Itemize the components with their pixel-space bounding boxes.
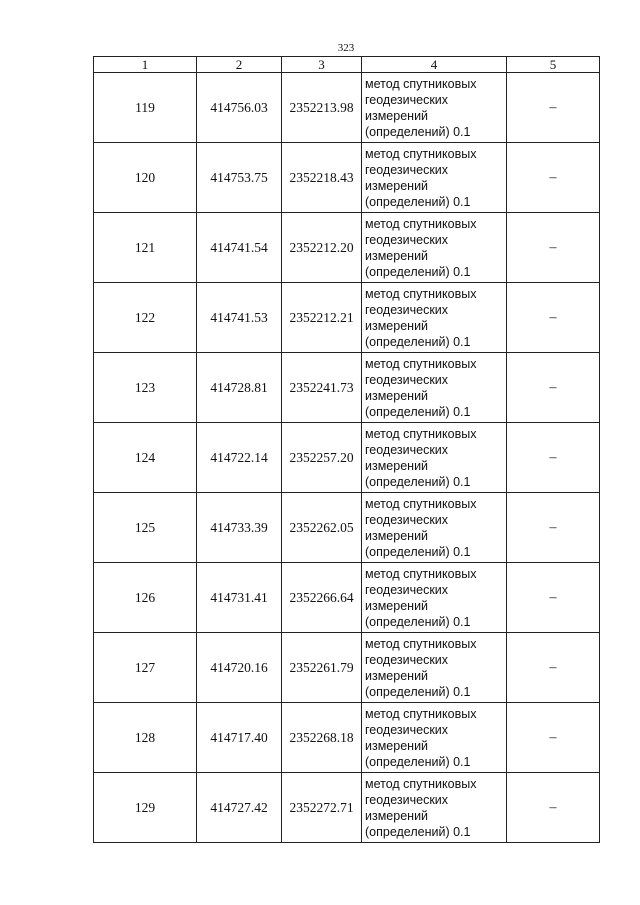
note-cell: – xyxy=(507,773,600,843)
column-header-4: 4 xyxy=(362,57,507,73)
note-cell: – xyxy=(507,353,600,423)
y-coordinate-cell: 2352266.64 xyxy=(282,563,362,633)
method-cell xyxy=(362,143,507,213)
table-row xyxy=(94,703,600,773)
x-coordinate-cell: 414733.39 xyxy=(197,493,282,563)
table-header-row xyxy=(94,57,600,73)
method-text-line: (определений) 0.1 xyxy=(365,544,471,559)
method-text-line: измерений xyxy=(365,808,429,823)
method-text-line: измерений xyxy=(365,528,429,543)
column-header-5: 5 xyxy=(507,57,600,73)
method-text-line: измерений xyxy=(365,458,429,473)
method-text-line: геодезических xyxy=(365,232,449,247)
method-text-line: метод спутниковых xyxy=(365,706,477,721)
y-coordinate-cell: 2352261.79 xyxy=(282,633,362,703)
y-coordinate-cell: 2352272.71 xyxy=(282,773,362,843)
method-text-line: (определений) 0.1 xyxy=(365,194,471,209)
x-coordinate-cell: 414741.54 xyxy=(197,213,282,283)
column-header-2: 2 xyxy=(197,57,282,73)
method-cell xyxy=(362,703,507,773)
method-text-line: метод спутниковых xyxy=(365,216,477,231)
method-cell xyxy=(362,73,507,143)
method-text-line: геодезических xyxy=(365,442,449,457)
point-number-cell: 124 xyxy=(94,423,197,493)
method-text-line: геодезических xyxy=(365,652,449,667)
table-body xyxy=(94,57,600,843)
method-text-line: измерений xyxy=(365,598,429,613)
y-coordinate-cell: 2352213.98 xyxy=(282,73,362,143)
method-text-line: измерений xyxy=(365,248,429,263)
method-cell xyxy=(362,353,507,423)
method-text-line: (определений) 0.1 xyxy=(365,404,471,419)
method-text-line: метод спутниковых xyxy=(365,286,477,301)
method-text-line: геодезических xyxy=(365,302,449,317)
method-text-line: (определений) 0.1 xyxy=(365,334,471,349)
column-header-3: 3 xyxy=(282,57,362,73)
point-number-cell: 126 xyxy=(94,563,197,633)
method-text-line: геодезических xyxy=(365,92,449,107)
method-text-line: метод спутниковых xyxy=(365,356,477,371)
y-coordinate-cell: 2352212.21 xyxy=(282,283,362,353)
table-row xyxy=(94,353,600,423)
x-coordinate-cell: 414727.42 xyxy=(197,773,282,843)
method-text-line: (определений) 0.1 xyxy=(365,684,471,699)
method-text-line: измерений xyxy=(365,178,429,193)
method-text-line: (определений) 0.1 xyxy=(365,614,471,629)
y-coordinate-cell: 2352262.05 xyxy=(282,493,362,563)
method-text-line: измерений xyxy=(365,108,429,123)
method-text-line: геодезических xyxy=(365,582,449,597)
table-row xyxy=(94,563,600,633)
point-number-cell: 125 xyxy=(94,493,197,563)
column-header-1: 1 xyxy=(94,57,197,73)
method-text-line: измерений xyxy=(365,318,429,333)
point-number-cell: 120 xyxy=(94,143,197,213)
x-coordinate-cell: 414731.41 xyxy=(197,563,282,633)
method-text-line: метод спутниковых xyxy=(365,76,477,91)
x-coordinate-cell: 414741.53 xyxy=(197,283,282,353)
method-cell xyxy=(362,283,507,353)
page-number: 323 xyxy=(337,42,355,54)
note-cell: – xyxy=(507,493,600,563)
note-cell: – xyxy=(507,283,600,353)
point-number-cell: 127 xyxy=(94,633,197,703)
method-text-line: метод спутниковых xyxy=(365,146,477,161)
table-row xyxy=(94,283,600,353)
method-text-line: измерений xyxy=(365,668,429,683)
method-text-line: измерений xyxy=(365,388,429,403)
point-number-cell: 128 xyxy=(94,703,197,773)
point-number-cell: 119 xyxy=(94,73,197,143)
y-coordinate-cell: 2352268.18 xyxy=(282,703,362,773)
method-text-line: геодезических xyxy=(365,792,449,807)
method-text-line: метод спутниковых xyxy=(365,426,477,441)
x-coordinate-cell: 414756.03 xyxy=(197,73,282,143)
table-row xyxy=(94,773,600,843)
x-coordinate-cell: 414753.75 xyxy=(197,143,282,213)
method-cell xyxy=(362,633,507,703)
method-cell xyxy=(362,493,507,563)
method-text-line: (определений) 0.1 xyxy=(365,824,471,839)
table-row xyxy=(94,423,600,493)
method-text-line: геодезических xyxy=(365,512,449,527)
method-cell xyxy=(362,563,507,633)
method-text-line: метод спутниковых xyxy=(365,496,477,511)
note-cell: – xyxy=(507,73,600,143)
method-text-line: геодезических xyxy=(365,722,449,737)
table-row xyxy=(94,73,600,143)
method-text-line: (определений) 0.1 xyxy=(365,124,471,139)
y-coordinate-cell: 2352212.20 xyxy=(282,213,362,283)
method-text-line: метод спутниковых xyxy=(365,776,477,791)
note-cell: – xyxy=(507,423,600,493)
note-cell: – xyxy=(507,213,600,283)
table-row xyxy=(94,633,600,703)
point-number-cell: 121 xyxy=(94,213,197,283)
method-text-line: метод спутниковых xyxy=(365,566,477,581)
y-coordinate-cell: 2352257.20 xyxy=(282,423,362,493)
method-text-line: (определений) 0.1 xyxy=(365,754,471,769)
method-text-line: геодезических xyxy=(365,162,449,177)
x-coordinate-cell: 414717.40 xyxy=(197,703,282,773)
method-cell xyxy=(362,423,507,493)
coordinates-table xyxy=(93,56,600,843)
y-coordinate-cell: 2352218.43 xyxy=(282,143,362,213)
note-cell: – xyxy=(507,143,600,213)
method-cell xyxy=(362,213,507,283)
x-coordinate-cell: 414720.16 xyxy=(197,633,282,703)
method-text-line: геодезических xyxy=(365,372,449,387)
x-coordinate-cell: 414728.81 xyxy=(197,353,282,423)
method-text-line: метод спутниковых xyxy=(365,636,477,651)
method-cell xyxy=(362,773,507,843)
x-coordinate-cell: 414722.14 xyxy=(197,423,282,493)
note-cell: – xyxy=(507,633,600,703)
table-row xyxy=(94,493,600,563)
table-row xyxy=(94,143,600,213)
table-row xyxy=(94,213,600,283)
point-number-cell: 122 xyxy=(94,283,197,353)
note-cell: – xyxy=(507,703,600,773)
method-text-line: (определений) 0.1 xyxy=(365,474,471,489)
method-text-line: (определений) 0.1 xyxy=(365,264,471,279)
note-cell: – xyxy=(507,563,600,633)
y-coordinate-cell: 2352241.73 xyxy=(282,353,362,423)
point-number-cell: 129 xyxy=(94,773,197,843)
method-text-line: измерений xyxy=(365,738,429,753)
point-number-cell: 123 xyxy=(94,353,197,423)
